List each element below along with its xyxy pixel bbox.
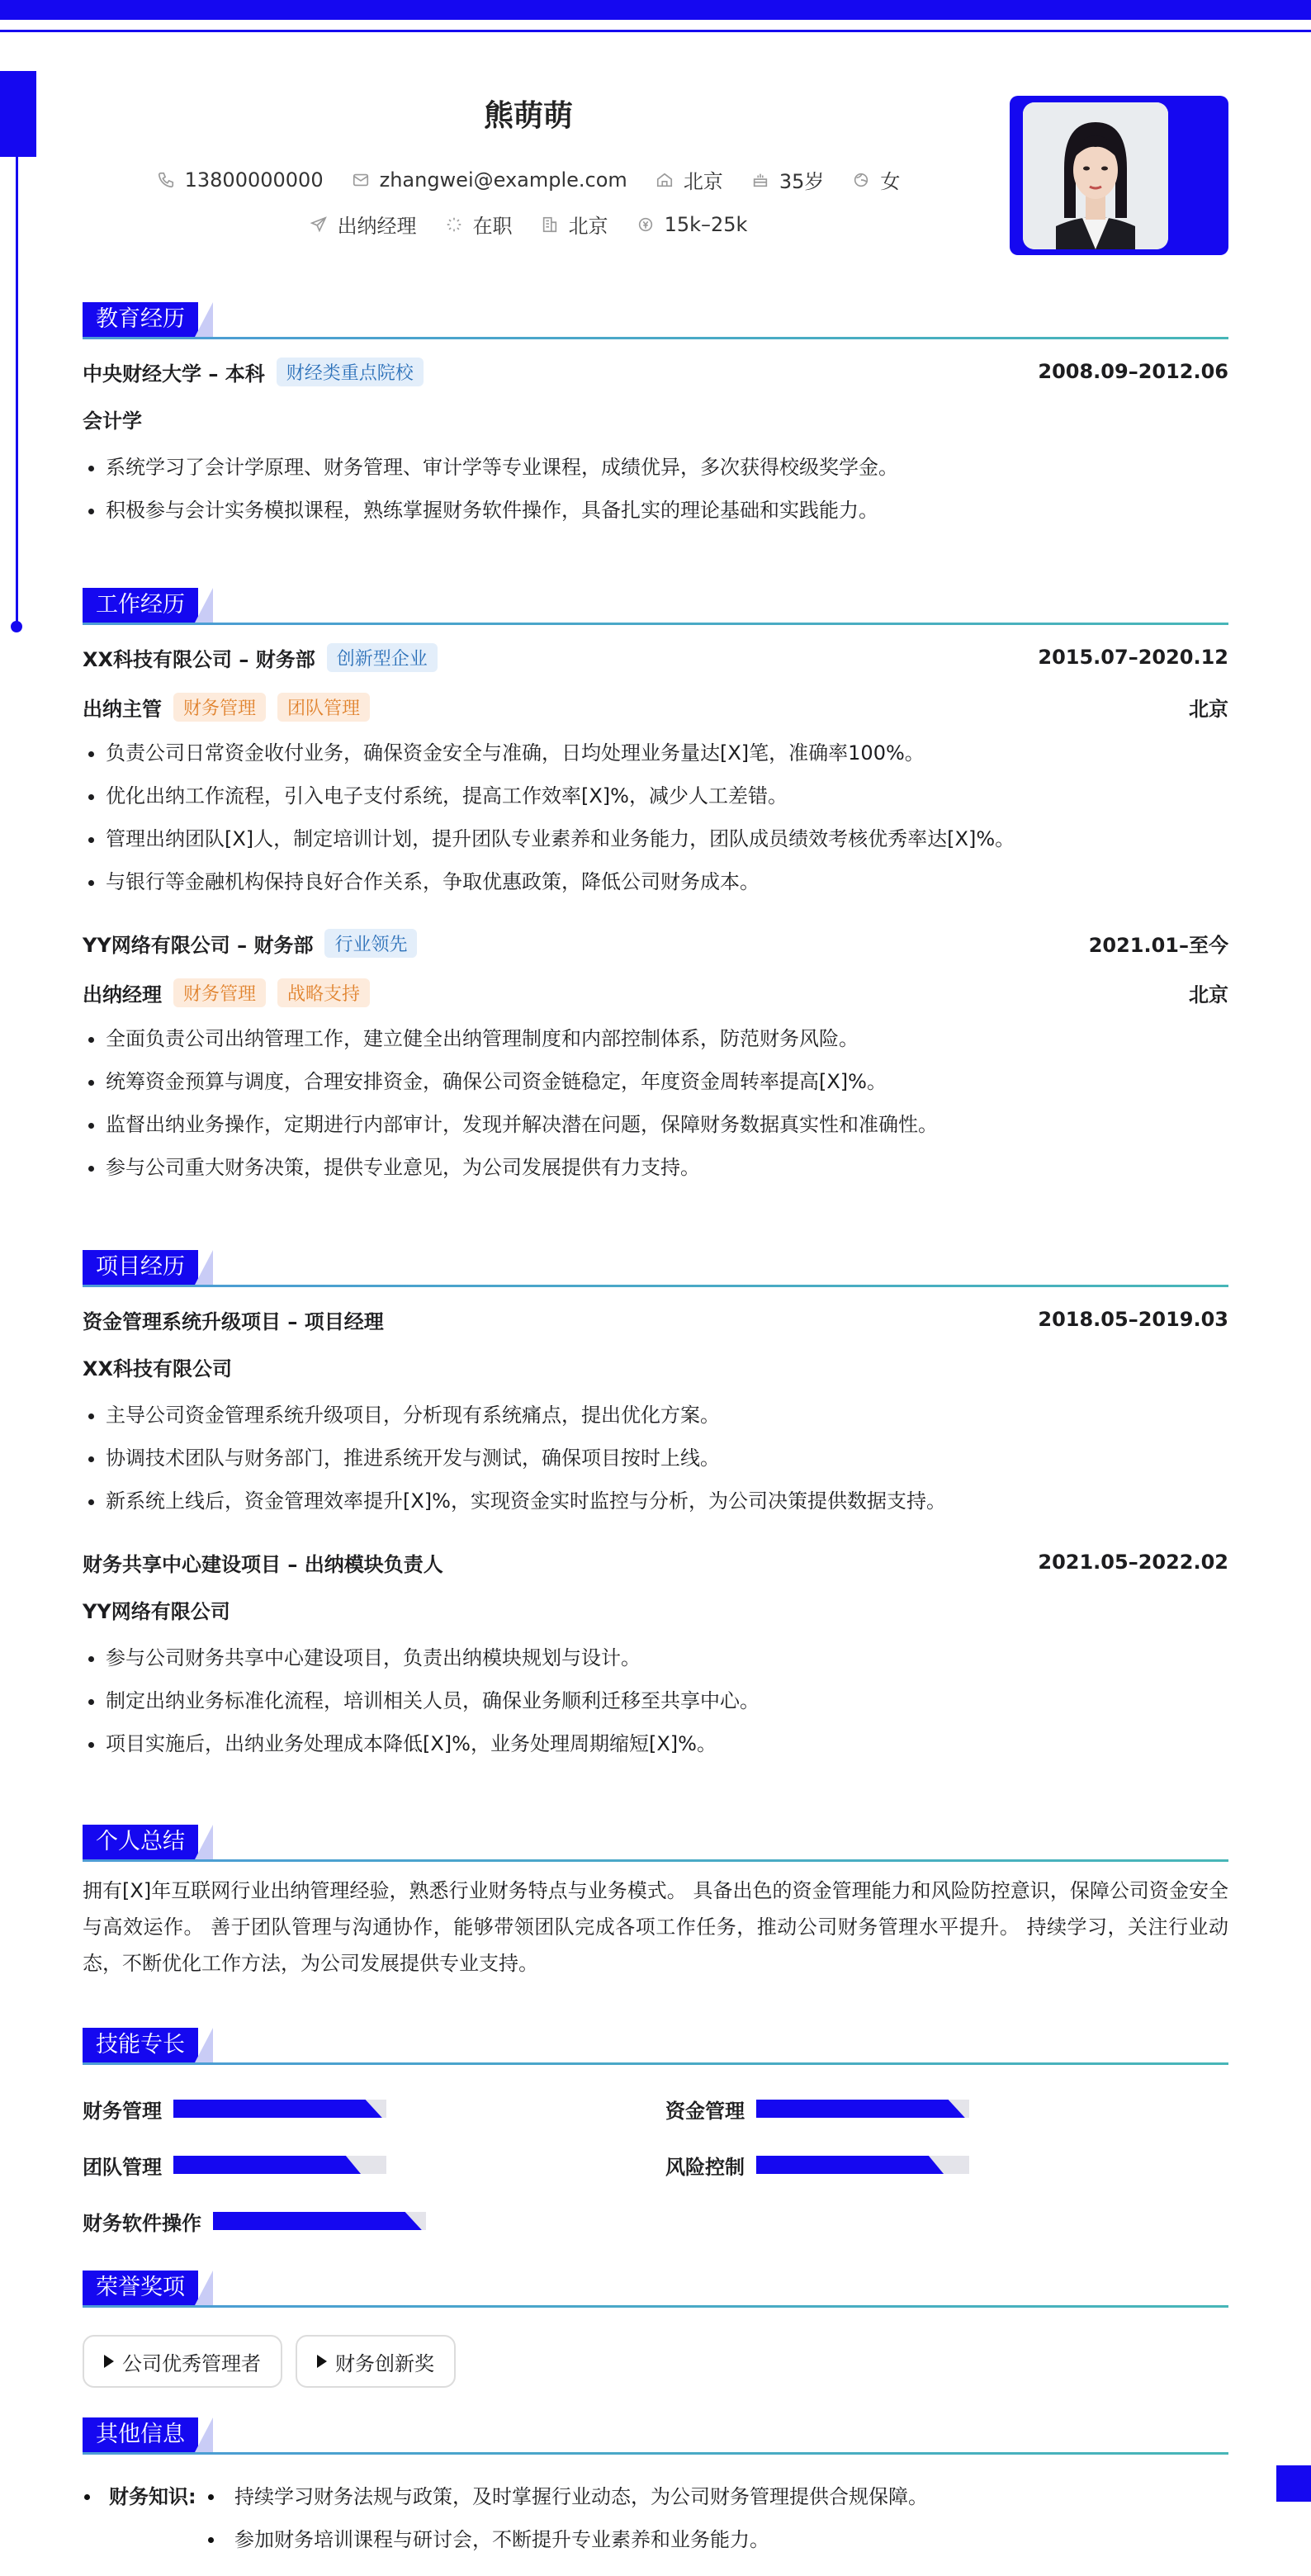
list-item: • 新系统上线后，资金管理效率提升[X]%，实现资金实时监控与分析，为公司决策提供数据支持。 [106, 1480, 1228, 1522]
project-section [83, 1250, 1228, 1765]
salary-text: 15k–25k [664, 212, 748, 236]
education-entry-header [83, 347, 1228, 396]
project-title: 项目经历 [83, 1250, 198, 1285]
education-title: 教育经历 [83, 302, 198, 337]
phone-text: 13800000000 [184, 168, 324, 192]
skill-bar [756, 2100, 969, 2118]
education-bullets [83, 446, 1228, 532]
list-item: • 制定出纳业务标准化流程，培训相关人员，确保业务顺利迁移至共享中心。 [106, 1679, 1228, 1722]
corner-accent-block [1276, 2465, 1311, 2502]
header-tab-decoration [195, 2417, 213, 2452]
bullet-dot [208, 2537, 214, 2543]
list-item: • 监督出纳业务操作，定期进行内部审计，发现并解决潜在问题，保障财务数据真实性和准确性。 [106, 1103, 1228, 1146]
list-item: • 参与公司财务共享中心建设项目，负责出纳模块规划与设计。 [106, 1636, 1228, 1679]
role-tag: 财务管理 [173, 978, 266, 1007]
work-location: 北京 [1189, 983, 1228, 1006]
skill-bar [213, 2212, 426, 2230]
skill-name: 资金管理 [665, 2099, 745, 2123]
bullet-dot [208, 2494, 214, 2500]
work-entry-2 [83, 918, 1228, 1189]
left-timeline-line [16, 157, 18, 623]
work-date: 2015.07–2020.12 [1038, 646, 1228, 669]
skill-item [83, 2204, 426, 2237]
status-item [445, 210, 513, 239]
skill-name: 财务软件操作 [83, 2211, 201, 2235]
skill-bar-fill [173, 2156, 361, 2174]
job-role: 出纳主管 [83, 697, 162, 721]
gender-icon [852, 171, 870, 189]
header-tab-decoration [195, 588, 213, 623]
list-item: • 项目实施后，出纳业务处理成本降低[X]%，业务处理周期缩短[X]%。 [106, 1722, 1228, 1765]
city-item [656, 165, 723, 194]
target-job-item [310, 210, 417, 239]
company-tag: 创新型企业 [327, 643, 438, 672]
project-title-text: 资金管理系统升级项目 – 项目经理 [83, 1309, 384, 1333]
award-text: 公司优秀管理者 [122, 2351, 261, 2375]
role-tag: 财务管理 [173, 693, 266, 722]
skills-section [83, 2028, 1228, 2236]
header-rule [83, 1285, 1228, 1287]
company-name: XX科技有限公司 – 财务部 [83, 647, 315, 671]
header-rule [83, 2062, 1228, 2065]
gender-item [852, 165, 900, 194]
skill-bar-fill [213, 2212, 422, 2230]
job-intention-row [83, 210, 974, 239]
summary-title: 个人总结 [83, 1825, 198, 1859]
role-tag: 战略支持 [277, 978, 370, 1007]
age-text: 35岁 [779, 170, 825, 193]
other-info [83, 2475, 1228, 2561]
role-tag: 团队管理 [277, 693, 370, 722]
other-header [83, 2417, 1228, 2457]
age-item [751, 165, 825, 194]
company-tag: 行业领先 [324, 929, 417, 958]
skill-name: 财务管理 [83, 2099, 162, 2123]
send-icon [310, 215, 328, 234]
company-name: YY网络有限公司 – 财务部 [83, 933, 314, 957]
target-job-text: 出纳经理 [337, 215, 417, 238]
project-title-text: 财务共享中心建设项目 – 出纳模块负责人 [83, 1552, 443, 1576]
skill-name: 团队管理 [83, 2155, 162, 2179]
header-tab-decoration [195, 302, 213, 337]
skill-bar [173, 2156, 386, 2174]
list-item: • 参与公司重大财务决策，提供专业意见，为公司发展提供有力支持。 [106, 1146, 1228, 1189]
candidate-name: 熊萌萌 [483, 99, 573, 133]
education-date: 2008.09–2012.06 [1038, 360, 1228, 383]
header-rule [83, 2452, 1228, 2455]
list-item: • 积极参与会计实务模拟课程，熟练掌握财务软件操作，具备扎实的理论基础和实践能力。 [106, 489, 1228, 532]
header-tab-decoration [195, 2271, 213, 2305]
education-header [83, 302, 1228, 342]
project-date: 2018.05–2019.03 [1038, 1308, 1228, 1331]
project-company: XX科技有限公司 [83, 1357, 233, 1380]
skill-bar-fill [756, 2100, 965, 2118]
skill-item [83, 2092, 386, 2125]
list-item: • 负责公司日常资金收付业务，确保资金安全与准确，日均处理业务量达[X]笔，准确率100%。 [106, 732, 1228, 774]
other-item: 参加财务培训课程与研讨会，不断提升专业素养和业务能力。 [234, 2528, 769, 2551]
coin-icon [637, 215, 655, 234]
top-accent-bar [0, 0, 1311, 20]
project-entry-2 [83, 1537, 1228, 1765]
status-text: 在职 [472, 215, 513, 238]
award-chip [296, 2335, 456, 2388]
skill-item [665, 2092, 969, 2125]
project-entry-1 [83, 1295, 1228, 1522]
left-timeline-dot [11, 621, 22, 632]
skill-item [665, 2148, 969, 2181]
header-rule [83, 1859, 1228, 1862]
education-section [83, 302, 1228, 532]
header-rule [83, 2305, 1228, 2308]
work-section [83, 588, 1228, 1189]
school-tag: 财经类重点院校 [277, 358, 424, 386]
header-tab-decoration [195, 1250, 213, 1285]
work-title: 工作经历 [83, 588, 198, 623]
email-text: zhangwei@example.com [379, 168, 627, 192]
skill-bar-fill [173, 2100, 382, 2118]
job-role: 出纳经理 [83, 983, 162, 1006]
list-item: • 系统学习了会计学原理、财务管理、审计学等专业课程，成绩优异，多次获得校级奖学金。 [106, 446, 1228, 489]
skills-grid [83, 2067, 1228, 2236]
skill-bar [756, 2156, 969, 2174]
other-title: 其他信息 [83, 2417, 198, 2452]
play-icon [104, 2355, 114, 2368]
major: 会计学 [83, 410, 142, 433]
home-icon [656, 171, 674, 189]
top-accent-line [0, 30, 1311, 32]
skill-bar-fill [756, 2156, 944, 2174]
skill-name: 风险控制 [665, 2155, 745, 2179]
profile-photo [1023, 102, 1168, 249]
school-name: 中央财经大学 – 本科 [83, 362, 265, 386]
list-item: • 主导公司资金管理系统升级项目，分析现有系统痛点，提出优化方案。 [106, 1394, 1228, 1437]
honors-section [83, 2271, 1228, 2388]
award-chip [83, 2335, 282, 2388]
other-item: 持续学习财务法规与政策，及时掌握行业动态，为公司财务管理提供合规保障。 [234, 2485, 928, 2508]
work-entry-1 [83, 632, 1228, 903]
left-accent-block [0, 71, 36, 157]
city-text: 北京 [683, 170, 723, 193]
list-item: • 协调技术团队与财务部门，推进系统开发与测试，确保项目按时上线。 [106, 1437, 1228, 1480]
skill-item [83, 2148, 386, 2181]
skill-bar [173, 2100, 386, 2118]
list-item: • 全面负责公司出纳管理工作，建立健全出纳管理制度和内部控制体系，防范财务风险。 [106, 1017, 1228, 1060]
header-rule [83, 337, 1228, 339]
work-location: 北京 [1189, 697, 1228, 721]
list-item [83, 2518, 1228, 2561]
list-item: • 统筹资金预算与调度，合理安排资金，确保公司资金链稳定，年度资金周转率提高[X]%。 [106, 1060, 1228, 1103]
project-date: 2021.05–2022.02 [1038, 1551, 1228, 1574]
gender-text: 女 [880, 170, 901, 193]
honors-header [83, 2271, 1228, 2310]
play-icon [317, 2355, 327, 2368]
building-icon [541, 215, 559, 234]
work-date: 2021.01–至今 [1088, 933, 1228, 957]
summary-text: 拥有[X]年互联网行业出纳管理经验，熟悉行业财务特点与业务模式。 具备出色的资金管理能力和风险防控意识，保障公司资金安全与高效运作。 善于团队管理与沟通协作，能够带领团队完成各项工作任务，推动公司财务管理水平提升。 持续学习，关注行业动态，不断优化工作方法，为公司发展提供专业支持。 [83, 1879, 1228, 1975]
list-item [83, 2475, 1228, 2518]
honors-title: 荣誉奖项 [83, 2271, 198, 2305]
phone-item [157, 168, 324, 192]
email-item [352, 168, 627, 192]
phone-icon [157, 171, 175, 189]
list-item: • 优化出纳工作流程，引入电子支付系统，提高工作效率[X]%，减少人工差错。 [106, 774, 1228, 817]
profile-photo-frame [1010, 96, 1228, 255]
other-label: 财务知识: [109, 2485, 196, 2508]
awards-list [83, 2335, 1228, 2388]
summary-section [83, 1825, 1228, 1982]
list-item: • 管理出纳团队[X]人，制定培训计划，提升团队专业素养和业务能力，团队成员绩效考核优秀率达[X]%。 [106, 817, 1228, 860]
header-rule [83, 623, 1228, 625]
list-item: • 与银行等金融机构保持良好合作关系，争取优惠政策，降低公司财务成本。 [106, 860, 1228, 903]
other-section [83, 2417, 1228, 2561]
work-header [83, 588, 1228, 627]
skills-header [83, 2028, 1228, 2067]
spinner-icon [445, 215, 463, 234]
award-text: 财务创新奖 [335, 2351, 434, 2375]
target-city-text: 北京 [568, 215, 608, 238]
salary-item [637, 213, 748, 236]
header-tab-decoration [195, 1825, 213, 1859]
project-company: YY网络有限公司 [83, 1600, 230, 1623]
mail-icon [352, 171, 370, 189]
bullet-dot [84, 2494, 90, 2500]
contact-row [83, 165, 974, 194]
header-tab-decoration [195, 2028, 213, 2062]
cake-icon [751, 171, 769, 189]
summary-header [83, 1825, 1228, 1864]
project-header [83, 1250, 1228, 1290]
target-city-item [541, 210, 608, 239]
skills-title: 技能专长 [83, 2028, 198, 2062]
